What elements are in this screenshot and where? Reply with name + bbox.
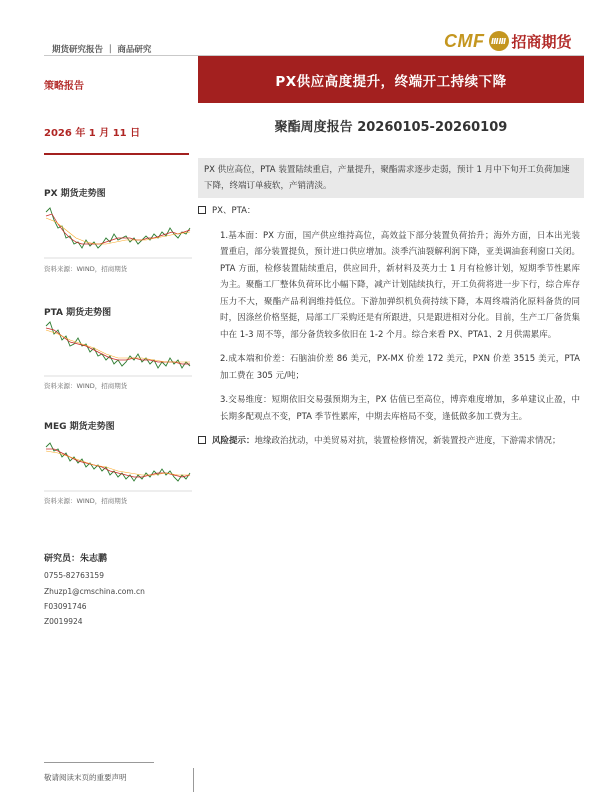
researcher-name: 研究员：朱志鹏 bbox=[44, 554, 108, 564]
trading-paragraph: 3.交易维度：短期依旧交易强预期为主，PX 估值已至高位，博弈难度增加，多单建议止盈，中长期多配观点不变，PTA 季节性累库，中期去库格局不变，逢低做多加工费为主。 bbox=[220, 395, 580, 422]
logo-chinese: 招商期货 bbox=[511, 32, 572, 51]
meg-chart-source: 资料来源：WIND，招商期货 bbox=[44, 497, 128, 505]
report-subtitle: 聚酯周度报告 20260105-20260109 bbox=[274, 120, 508, 135]
square-bullet-icon bbox=[198, 206, 206, 214]
px-futures-chart bbox=[44, 198, 192, 260]
report-category: 期货研究报告 ｜ 商品研究 bbox=[52, 45, 152, 55]
px-chart-source: 资料来源：WIND，招商期货 bbox=[44, 265, 128, 273]
report-title: PX供应高度提升，终端开工持续下降 bbox=[198, 56, 584, 103]
risk-warning bbox=[198, 433, 580, 450]
footer-disclaimer: 敬请阅读末页的重要声明 bbox=[44, 773, 127, 782]
logo-latin: CMF bbox=[444, 30, 485, 51]
footer-divider bbox=[44, 762, 154, 763]
risk-label: 风险提示： bbox=[212, 436, 255, 446]
pta-chart-title: PTA 期货走势图 bbox=[44, 308, 112, 318]
section-heading: PX、PTA： bbox=[198, 203, 580, 220]
logo-seal-icon: ⅢⅢ bbox=[489, 31, 509, 51]
pta-chart-source: 资料来源：WIND，招商期货 bbox=[44, 382, 128, 390]
meg-chart-title: MEG 期货走势图 bbox=[44, 422, 115, 432]
researcher-cert-1: F03091746 bbox=[44, 602, 87, 611]
researcher-email[interactable]: Zhuzp1@cmschina.com.cn bbox=[44, 587, 145, 596]
px-chart-title: PX 期货走势图 bbox=[44, 189, 106, 199]
section-label: 策略报告 bbox=[44, 81, 84, 92]
summary-box: PX 供应高位，PTA 装置陆续重启，产量提升，聚酯需求逐步走弱，预计 1 月中下旬开工负荷加速下降，终端订单疲软，产销清淡。 bbox=[198, 158, 584, 198]
square-bullet-icon bbox=[198, 436, 206, 444]
researcher-cert-2: Z0019924 bbox=[44, 617, 83, 626]
researcher-phone: 0755-82763159 bbox=[44, 571, 104, 580]
fundamentals-paragraph: 1.基本面：PX 方面，国产供应维持高位，高效益下部分装置负荷抬升；海外方面，日本出光装置重启，部分装置提负，预计进口供应增加。淡季汽油裂解利润下降，亚美调油套利窗口关闭。PTA 方面，检修装置陆续重启，供应回升，新材料及英力士 1 月有检修计划，短期季节性累库为主。聚酯工厂整体负荷环比小幅下降，减产计划陆续执行，开工负荷将进一步下行，综合库存压力不大，聚酯产品利润维持低位。下游加弹织机负荷持续下降，本周终端消化原料备货的同时，因涤丝价格坚挺，局部工厂采购还是有所跟进，只是跟进相对分化。目前，生产工厂备货集中在 1-3 周不等，部分备货较多依旧在 1-2 个月。综合来看 PX、PTA1、2 月供需累库。 bbox=[220, 230, 580, 340]
pta-futures-chart bbox=[44, 316, 192, 378]
risk-text: 地缘政治扰动，中美贸易对抗，装置检修情况，新装置投产进度，下游需求情况； bbox=[254, 436, 561, 446]
company-logo bbox=[444, 30, 572, 52]
footer-vertical-line bbox=[193, 768, 194, 792]
main-body bbox=[198, 203, 580, 458]
report-date: 2026 年 1 月 11 日 bbox=[44, 128, 141, 139]
cost-spread-paragraph: 2.成本端和价差：石脑油价差 86 美元，PX-MX 价差 172 美元，PXN 价差 3515 美元，PTA 加工费在 305 元/吨； bbox=[220, 354, 580, 381]
sidebar-divider bbox=[44, 153, 189, 155]
meg-futures-chart bbox=[44, 431, 192, 493]
